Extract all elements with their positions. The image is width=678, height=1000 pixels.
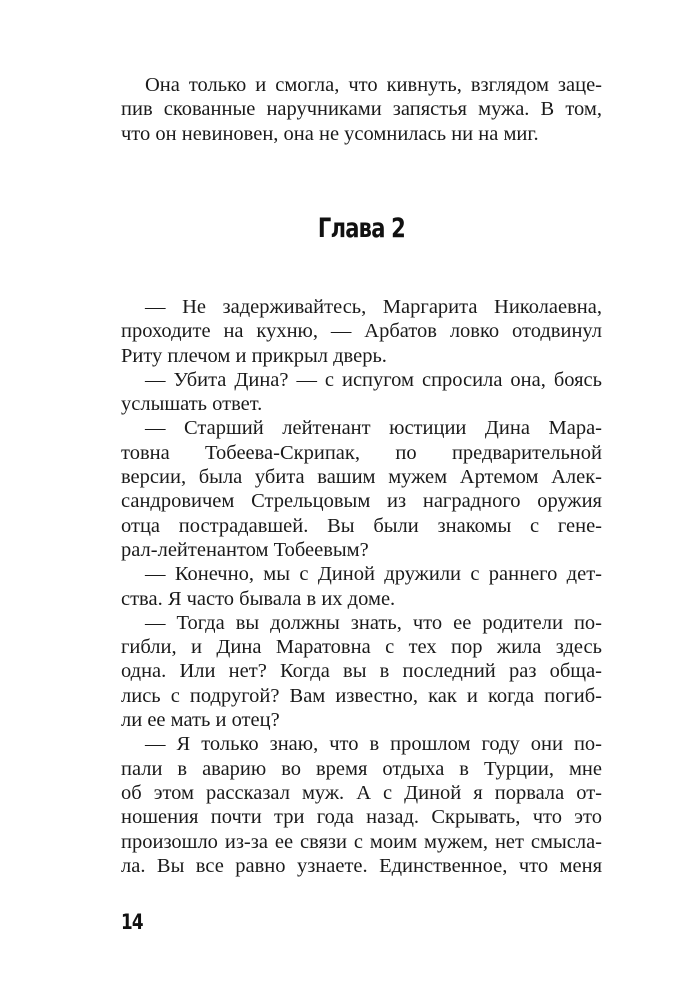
- text-line: ства. Я часто бывала в их доме.: [121, 587, 396, 610]
- text-line: проходите на кухню, — Арбатов ловко отодвинул: [121, 320, 602, 343]
- text-line: сандровичем Стрельцовым из наградного оружия: [121, 490, 602, 513]
- text-line: что он невиновен, она не усомнилась ни на миг.: [121, 122, 539, 145]
- chapter-body: [121, 295, 602, 878]
- text-line: одна. Или нет? Когда вы в последний раз обща-: [121, 660, 602, 683]
- text-line: об этом рассказал муж. А с Диной я порвала от-: [121, 781, 602, 804]
- text-line: гибли, и Дина Маратовна с тех пор жила здесь: [121, 636, 602, 659]
- text-line: рал-лейтенантом Тобеевым?: [121, 538, 369, 561]
- text-line: товна Тобеева-Скрипак, по предварительной: [121, 441, 602, 464]
- text-line: — Не задерживайтесь, Маргарита Николаевна,: [145, 296, 602, 318]
- text-line: ли ее мать и отец?: [121, 709, 280, 732]
- text-line: отца пострадавшей. Вы были знакомы с гене-: [121, 514, 602, 537]
- text-line: пали в аварию во время отдыха в Турции, мне: [121, 757, 602, 780]
- text-line: услышать ответ.: [121, 393, 263, 416]
- text-line: — Старший лейтенант юстиции Дина Мара-: [145, 417, 602, 440]
- text-line: ла. Вы все равно узнаете. Единственное, что меня: [121, 854, 602, 877]
- text-line: произошло из-за ее связи с моим мужем, нет смысла-: [121, 830, 602, 853]
- text-line: — Убита Дина? — с испугом спросила она, боясь: [145, 368, 602, 391]
- text-line: версии, была убита вашим мужем Артемом Алек-: [121, 466, 602, 489]
- text-line: — Я только знаю, что в прошлом году они по-: [145, 733, 602, 756]
- text-line: Она только и смогла, что кивнуть, взглядом заце-: [145, 74, 602, 96]
- text-line: Риту плечом и прикрыл дверь.: [121, 344, 387, 367]
- intro-paragraph: [121, 73, 602, 146]
- text-line: лись с подругой? Вам известно, как и когда погиб-: [121, 684, 602, 707]
- chapter-title: Глава 2: [317, 213, 406, 244]
- text-line: — Конечно, мы с Диной дружили с раннего дет-: [145, 563, 602, 586]
- text-line: пив скованные наручниками запястья мужа. В том,: [121, 98, 602, 121]
- text-line: — Тогда вы должны знать, что ее родители по-: [145, 611, 602, 634]
- page-number: 14: [121, 910, 143, 934]
- text-line: ношения почти три года назад. Скрывать, что это: [121, 806, 602, 829]
